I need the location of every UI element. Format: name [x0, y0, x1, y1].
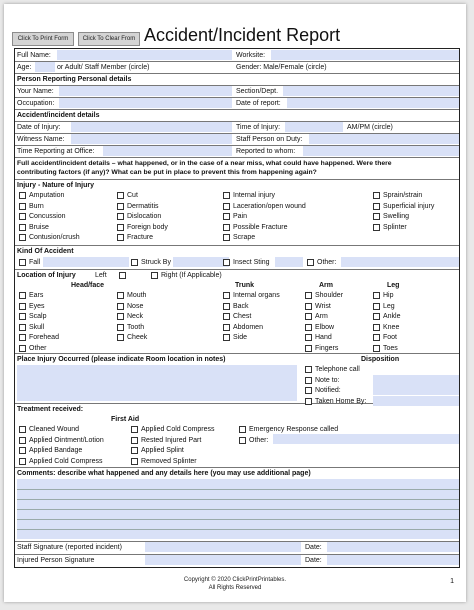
right-label: Right (If Applicable)	[161, 272, 222, 279]
injury-contusion-crush-label: Contusion/crush	[29, 234, 80, 241]
first-aid-heading: First Aid	[111, 416, 140, 423]
location-eyes-checkbox[interactable]	[19, 303, 26, 310]
comment-line	[17, 529, 459, 530]
ampm-label: AM/PM (circle)	[347, 124, 393, 131]
divider	[15, 157, 459, 158]
location-other-checkbox[interactable]	[19, 345, 26, 352]
worksite-field[interactable]	[271, 50, 459, 60]
comment-line	[17, 499, 459, 500]
injury-concussion-checkbox[interactable]	[19, 213, 26, 220]
injury-amputation-checkbox[interactable]	[19, 192, 26, 199]
location-hand-checkbox[interactable]	[305, 334, 312, 341]
injury-scrape-label: Scrape	[233, 234, 256, 241]
time-reporting-label: Time Reporting at Office:	[17, 148, 95, 155]
your-name-field[interactable]	[59, 86, 232, 96]
disposition-notified-checkbox[interactable]	[305, 387, 312, 394]
divider	[15, 245, 459, 246]
location-side-checkbox[interactable]	[223, 334, 230, 341]
location-ankle-label: Ankle	[383, 313, 401, 320]
injury-concussion-label: Concussion	[29, 213, 66, 220]
location-internal-organs-checkbox[interactable]	[223, 292, 230, 299]
staff-duty-field[interactable]	[309, 134, 459, 144]
treatment-other-field[interactable]	[273, 434, 459, 444]
treatment-applied-cold-compress-col1-label: Applied Cold Compress	[29, 457, 103, 465]
trunk-heading: Trunk	[235, 282, 255, 289]
injury-laceration-open-wound-label: Laceration/open wound	[233, 202, 306, 210]
location-skull-checkbox[interactable]	[19, 324, 26, 331]
print-form-button[interactable]: Click To Print Form	[12, 32, 74, 46]
location-scalp-checkbox[interactable]	[19, 313, 26, 320]
witness-label: Witness Name:	[17, 136, 65, 143]
staff-duty-label: Staff Person on Duty:	[236, 136, 303, 143]
injury-swelling-label: Swelling	[383, 213, 410, 220]
injury-burn-checkbox[interactable]	[19, 203, 26, 210]
location-shoulder-label: Shoulder	[315, 292, 344, 299]
location-toes-checkbox[interactable]	[373, 345, 380, 352]
staff-signature-field[interactable]	[145, 542, 301, 552]
accident-kind-heading: Kind Of Accident	[17, 248, 74, 255]
injury-dislocation-checkbox[interactable]	[117, 213, 124, 220]
injury-dermatitis-label: Dermatitis	[127, 202, 159, 210]
injury-possible-fracture-checkbox[interactable]	[223, 224, 230, 231]
location-wrist-label: Wrist	[315, 302, 331, 310]
age-field[interactable]	[35, 62, 55, 72]
location-hip-checkbox[interactable]	[373, 292, 380, 299]
reported-whom-label: Reported to whom:	[236, 148, 296, 155]
location-forehead-label: Forehead	[29, 334, 59, 341]
other-accident-label: Other:	[317, 259, 337, 266]
full-details-line1: Full accident/incident details – what happened, or in the case of a near miss, what could have happened. Were there	[17, 160, 392, 167]
injury-splinter-checkbox[interactable]	[373, 224, 380, 231]
disposition-notified-label: Notified:	[315, 387, 341, 394]
time-reporting-field[interactable]	[103, 146, 232, 156]
gender-label: Gender: Male/Female (circle)	[236, 64, 327, 71]
time-injury-field[interactable]	[285, 122, 343, 132]
location-elbow-checkbox[interactable]	[305, 324, 312, 331]
page-title: Accident/Incident Report	[144, 25, 341, 45]
injury-fracture-label: Fracture	[127, 234, 154, 241]
location-arm-label: Arm	[315, 313, 328, 320]
location-heading: Location of Injury	[17, 272, 76, 279]
divider	[15, 61, 459, 62]
reported-whom-field[interactable]	[303, 146, 459, 156]
injury-foreign-body-checkbox[interactable]	[117, 224, 124, 231]
location-nose-checkbox[interactable]	[117, 303, 124, 310]
injury-swelling-checkbox[interactable]	[373, 213, 380, 220]
location-scalp-label: Scalp	[29, 313, 47, 320]
treatment-applied-ointment-lotion-col1-label: Applied Ointment/Lotion	[29, 436, 104, 444]
treatment-applied-cold-compress-col1-checkbox[interactable]	[19, 458, 26, 465]
location-knee-label: Knee	[383, 323, 400, 331]
location-forehead-checkbox[interactable]	[19, 334, 26, 341]
location-back-label: Back	[233, 302, 249, 310]
location-hand-label: Hand	[315, 334, 332, 341]
injury-bruise-checkbox[interactable]	[19, 224, 26, 231]
report-form	[14, 48, 460, 568]
disposition-telephone-call-label: Telephone call	[315, 366, 360, 373]
injury-amputation-label: Amputation	[29, 192, 65, 199]
treatment-other-col3-label: Other:	[249, 436, 269, 444]
your-name-label: Your Name:	[17, 88, 54, 95]
left-label: Left	[95, 272, 107, 279]
injury-contusion-crush-checkbox[interactable]	[19, 234, 26, 241]
injury-fracture-checkbox[interactable]	[117, 234, 124, 241]
treatment-rested-injured-part-col2-label: Rested Injured Part	[141, 436, 202, 444]
disposition-telephone-call-checkbox[interactable]	[305, 366, 312, 373]
age-label: Age:	[17, 64, 32, 71]
location-fingers-label: Fingers	[315, 344, 339, 352]
disposition-note-to-field[interactable]	[373, 375, 459, 385]
treatment-emergency-response-called-col3-checkbox[interactable]	[239, 426, 246, 433]
reporter-heading: Person Reporting Personal details	[17, 76, 132, 83]
location-abdomen-checkbox[interactable]	[223, 324, 230, 331]
treatment-applied-bandage-col1-label: Applied Bandage	[29, 447, 83, 454]
location-leg-checkbox[interactable]	[373, 303, 380, 310]
treatment-emergency-response-called-col3-label: Emergency Response called	[249, 426, 339, 433]
disposition-notified-field[interactable]	[373, 385, 459, 395]
time-injury-label: Time of Injury:	[236, 124, 281, 131]
arm-heading: Arm	[319, 282, 334, 289]
fall-field[interactable]	[43, 257, 129, 267]
staff-date-field[interactable]	[327, 542, 459, 552]
form-page	[4, 4, 466, 602]
injury-dermatitis-checkbox[interactable]	[117, 203, 124, 210]
location-ears-label: Ears	[29, 292, 44, 299]
divider	[15, 269, 459, 270]
full-details-line2: contributing factors (if any)? What can be put in place to prevent this from happening again?	[17, 169, 317, 176]
location-wrist-checkbox[interactable]	[305, 303, 312, 310]
treatment-applied-ointment-lotion-col1-checkbox[interactable]	[19, 437, 26, 444]
injury-internal-injury-checkbox[interactable]	[223, 192, 230, 199]
location-other-label: Other	[29, 344, 47, 352]
injury-pain-label: Pain	[233, 213, 248, 220]
location-chest-label: Chest	[233, 313, 252, 320]
location-internal-organs-label: Internal organs	[233, 292, 280, 299]
injured-date-field[interactable]	[327, 555, 459, 565]
full-name-field[interactable]	[57, 50, 232, 60]
injured-signature-label: Injured Person Signature	[17, 557, 95, 564]
comment-line	[17, 489, 459, 490]
disposition-taken-home-by-checkbox[interactable]	[305, 398, 312, 405]
injury-foreign-body-label: Foreign body	[127, 223, 168, 231]
place-heading: Place Injury Occurred (please indicate Room location in notes)	[17, 356, 226, 363]
location-elbow-label: Elbow	[315, 323, 335, 331]
other-accident-field[interactable]	[341, 257, 459, 267]
left-checkbox[interactable]	[119, 272, 126, 279]
treatment-removed-splinter-col2-label: Removed Splinter	[141, 457, 197, 465]
treatment-cleaned-wound-col1-label: Cleaned Wound	[29, 426, 80, 433]
divider	[15, 179, 459, 180]
fall-label: Fall	[29, 259, 41, 266]
location-side-label: Side	[233, 334, 248, 341]
injury-superficial-injury-checkbox[interactable]	[373, 203, 380, 210]
location-cheek-label: Cheek	[127, 334, 148, 341]
treatment-heading: Treatment received:	[17, 406, 84, 413]
disposition-taken-home-by-field[interactable]	[373, 396, 459, 406]
divider	[15, 73, 459, 74]
injury-bruise-label: Bruise	[29, 223, 49, 231]
place-field[interactable]	[17, 365, 297, 401]
section-field[interactable]	[283, 86, 459, 96]
location-neck-label: Neck	[127, 313, 143, 320]
injury-scrape-checkbox[interactable]	[223, 234, 230, 241]
location-tooth-checkbox[interactable]	[117, 324, 124, 331]
treatment-cleaned-wound-col1-checkbox[interactable]	[19, 426, 26, 433]
treatment-applied-bandage-col1-checkbox[interactable]	[19, 447, 26, 454]
treatment-applied-cold-compress-col2-checkbox[interactable]	[131, 426, 138, 433]
location-arm-checkbox[interactable]	[305, 313, 312, 320]
fall-checkbox[interactable]	[19, 259, 26, 266]
injury-pain-checkbox[interactable]	[223, 213, 230, 220]
date-injury-field[interactable]	[71, 122, 232, 132]
treatment-other-col3-checkbox[interactable]	[239, 437, 246, 444]
location-chest-checkbox[interactable]	[223, 313, 230, 320]
other-accident-checkbox[interactable]	[307, 259, 314, 266]
struck-field[interactable]	[173, 257, 229, 267]
location-back-checkbox[interactable]	[223, 303, 230, 310]
injury-nature-heading: Injury - Nature of Injury	[17, 182, 95, 189]
injury-dislocation-label: Dislocation	[127, 213, 162, 220]
details-heading: Accident/incident details	[17, 112, 100, 119]
leg-heading: Leg	[387, 282, 400, 289]
location-cheek-checkbox[interactable]	[117, 334, 124, 341]
treatment-rested-injured-part-col2-checkbox[interactable]	[131, 437, 138, 444]
location-mouth-checkbox[interactable]	[117, 292, 124, 299]
insect-field[interactable]	[275, 257, 303, 267]
location-nose-label: Nose	[127, 302, 144, 310]
injury-splinter-label: Splinter	[383, 223, 407, 231]
section-label: Section/Dept.	[236, 88, 279, 95]
full-name-label: Full Name:	[17, 52, 51, 59]
date-report-field[interactable]	[287, 98, 459, 108]
treatment-applied-cold-compress-col2-label: Applied Cold Compress	[141, 426, 215, 433]
divider	[15, 109, 459, 110]
location-tooth-label: Tooth	[127, 323, 145, 331]
date-injury-label: Date of Injury:	[17, 124, 61, 131]
location-ears-checkbox[interactable]	[19, 292, 26, 299]
occupation-label: Occupation:	[17, 100, 55, 107]
occupation-field[interactable]	[59, 98, 232, 108]
staff-signature-label: Staff Signature (reported incident)	[17, 544, 122, 551]
adult-staff-label: or Adult/ Staff Member (circle)	[57, 64, 150, 71]
comment-line	[17, 509, 459, 510]
worksite-label: Worksite:	[236, 52, 266, 59]
clear-form-button[interactable]: Click To Clear From	[78, 32, 140, 46]
treatment-applied-splint-col2-label: Applied Splint	[141, 447, 184, 454]
struck-label: Struck By	[141, 259, 171, 266]
insect-checkbox[interactable]	[223, 259, 230, 266]
location-hip-label: Hip	[383, 292, 394, 299]
comments-heading: Comments: describe what happened and any details here (you may use additional page)	[17, 470, 311, 477]
treatment-removed-splinter-col2-checkbox[interactable]	[131, 458, 138, 465]
witness-field[interactable]	[71, 134, 232, 144]
injury-cut-checkbox[interactable]	[117, 192, 124, 199]
location-foot-checkbox[interactable]	[373, 334, 380, 341]
injury-internal-injury-label: Internal injury	[233, 192, 276, 199]
disposition-note-to-label: Note to:	[315, 376, 340, 384]
injury-laceration-open-wound-checkbox[interactable]	[223, 203, 230, 210]
location-fingers-checkbox[interactable]	[305, 345, 312, 352]
location-skull-label: Skull	[29, 323, 45, 331]
date-report-label: Date of report:	[236, 100, 281, 107]
head-face-heading: Head/face	[71, 282, 105, 289]
location-eyes-label: Eyes	[29, 302, 45, 310]
disposition-heading: Disposition	[361, 356, 400, 363]
divider	[15, 467, 459, 468]
right-checkbox[interactable]	[151, 272, 158, 279]
injury-superficial-injury-label: Superficial injury	[383, 202, 435, 210]
location-abdomen-label: Abdomen	[233, 323, 263, 331]
location-toes-label: Toes	[383, 344, 398, 352]
injury-sprain-strain-label: Sprain/strain	[383, 192, 423, 199]
comment-line	[17, 519, 459, 520]
location-foot-label: Foot	[383, 334, 398, 341]
disposition-taken-home-by-label: Taken Home By:	[315, 397, 367, 405]
insect-label: Insect Sting	[233, 259, 270, 266]
location-shoulder-checkbox[interactable]	[305, 292, 312, 299]
injury-sprain-strain-checkbox[interactable]	[373, 192, 380, 199]
location-ankle-checkbox[interactable]	[373, 313, 380, 320]
injured-date-label: Date:	[305, 557, 322, 564]
disposition-note-to-checkbox[interactable]	[305, 377, 312, 384]
injury-burn-label: Burn	[29, 202, 44, 210]
page-number: 1	[450, 578, 454, 585]
location-knee-checkbox[interactable]	[373, 324, 380, 331]
copyright-text: Copyright © 2020 ClickPrintPrintables.	[183, 577, 287, 583]
struck-checkbox[interactable]	[131, 259, 138, 266]
staff-date-label: Date:	[305, 544, 322, 551]
location-neck-checkbox[interactable]	[117, 313, 124, 320]
location-leg-label: Leg	[383, 302, 395, 310]
location-mouth-label: Mouth	[127, 292, 147, 299]
divider	[15, 353, 459, 354]
treatment-applied-splint-col2-checkbox[interactable]	[131, 447, 138, 454]
injured-signature-field[interactable]	[145, 555, 301, 565]
injury-cut-label: Cut	[127, 192, 138, 199]
injury-possible-fracture-label: Possible Fracture	[233, 223, 288, 231]
rights-text: All Rights Reserved	[208, 585, 262, 591]
